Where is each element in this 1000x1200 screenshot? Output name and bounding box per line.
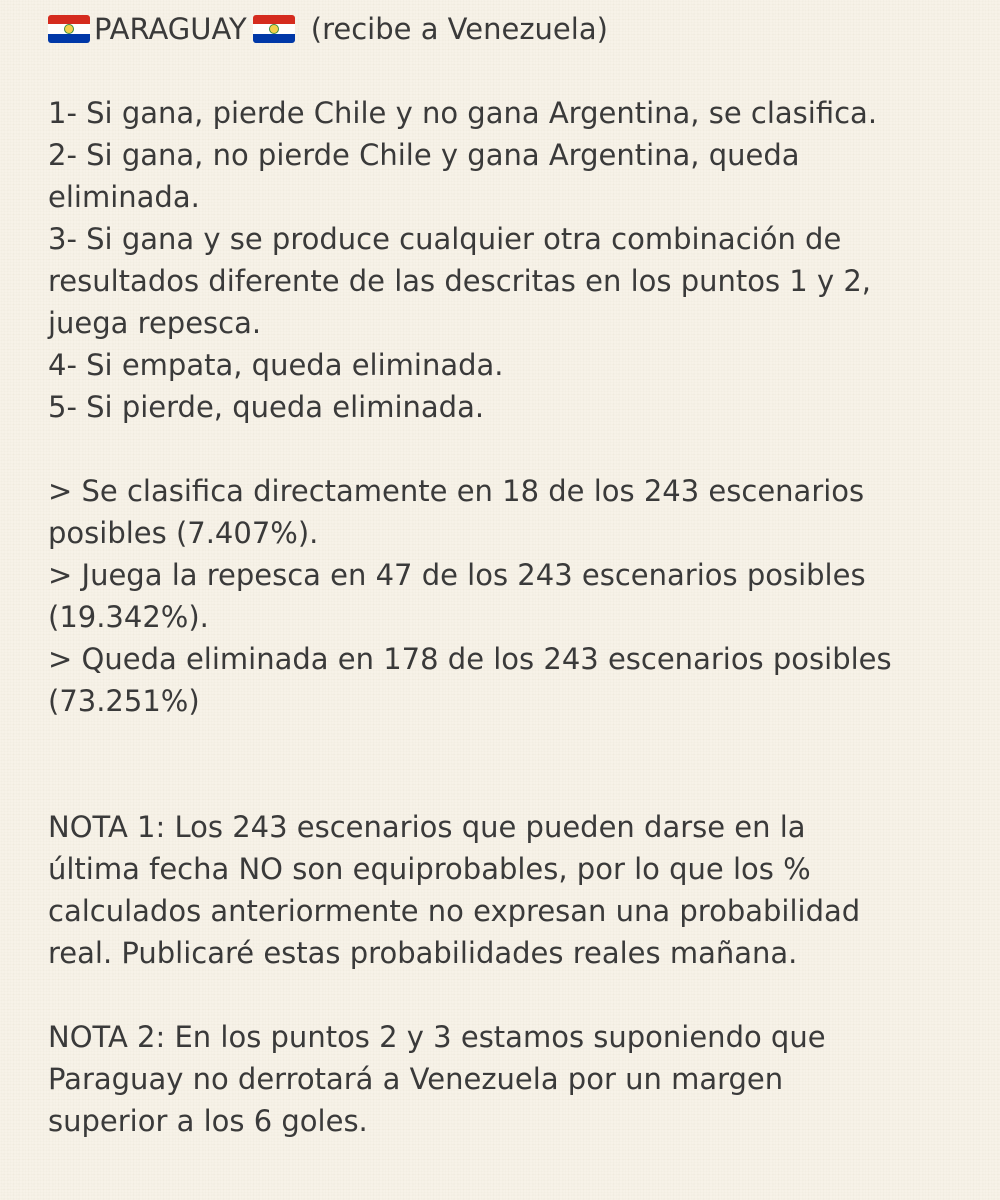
- scenario-list: [48, 92, 968, 428]
- note-line: Paraguay no derrotará a Venezuela por un margen: [48, 1062, 784, 1096]
- note-line: superior a los 6 goles.: [48, 1104, 368, 1138]
- note-document: [48, 8, 968, 1142]
- scenario-line: 2- Si gana, no pierde Chile y gana Argentina, queda: [48, 138, 800, 172]
- match-subtitle: (recibe a Venezuela): [310, 12, 608, 46]
- spacer: [48, 428, 968, 470]
- spacer: [48, 974, 968, 1016]
- title-line: [48, 8, 968, 50]
- note-line: calculados anteriormente no expresan una probabilidad: [48, 894, 861, 928]
- summary-line: > Juega la repesca en 47 de los 243 escenarios posibles: [48, 558, 866, 592]
- summary-line: posibles (7.407%).: [48, 516, 319, 550]
- scenario-line: 5- Si pierde, queda eliminada.: [48, 390, 485, 424]
- spacer: [48, 50, 968, 92]
- scenario-line: 3- Si gana y se produce cualquier otra combinación de: [48, 222, 842, 256]
- scenario-line: 4- Si empata, queda eliminada.: [48, 348, 504, 382]
- scenario-line: juega repesca.: [48, 306, 262, 340]
- paraguay-flag-icon: [253, 15, 295, 43]
- scenario-line: eliminada.: [48, 180, 200, 214]
- spacer: [48, 722, 968, 806]
- note-line: real. Publicaré estas probabilidades reales mañana.: [48, 936, 798, 970]
- scenario-line: resultados diferente de las descritas en los puntos 1 y 2,: [48, 264, 872, 298]
- paraguay-flag-icon: [48, 15, 90, 43]
- summary-line: (73.251%): [48, 684, 200, 718]
- summary-line: > Se clasifica directamente en 18 de los 243 escenarios: [48, 474, 865, 508]
- scenario-line: 1- Si gana, pierde Chile y no gana Argentina, se clasifica.: [48, 96, 878, 130]
- summary-line: (19.342%).: [48, 600, 209, 634]
- country-title: PARAGUAY: [94, 12, 247, 46]
- note-line: NOTA 2: En los puntos 2 y 3 estamos suponiendo que: [48, 1020, 826, 1054]
- note-line: NOTA 1: Los 243 escenarios que pueden darse en la: [48, 810, 806, 844]
- note-1: [48, 806, 968, 974]
- note-2: [48, 1016, 968, 1142]
- note-line: última fecha NO son equiprobables, por lo que los %: [48, 852, 811, 886]
- summary-line: > Queda eliminada en 178 de los 243 escenarios posibles: [48, 642, 892, 676]
- summary-list: [48, 470, 968, 722]
